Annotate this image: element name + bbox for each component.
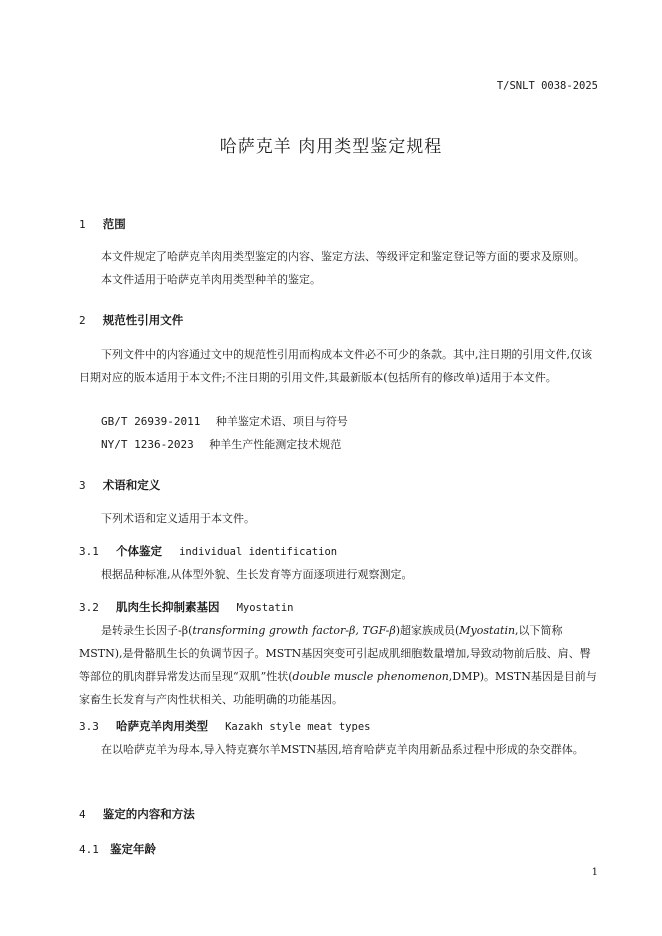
- reference-item: [101, 410, 348, 433]
- term-3-1-definition: 根据品种标准,从体型外貌、生长发育等方面逐项进行观察测定。: [101, 568, 413, 581]
- term-zh: 肌肉生长抑制素基因: [115, 600, 220, 614]
- section-2-heading: [79, 309, 183, 328]
- section-number: 4: [79, 808, 86, 821]
- page-number: 1: [591, 867, 598, 878]
- term-3-1-heading: [79, 540, 337, 559]
- def-text: 是转录生长因子-β(: [101, 624, 193, 637]
- reference-item: [101, 433, 341, 456]
- term-3-2-definition: [79, 619, 599, 711]
- section-1-paragraph-1: 本文件规定了哈萨克羊肉用类型鉴定的内容、鉴定方法、等级评定和鉴定登记等方面的要求及原则。: [101, 250, 585, 263]
- section-2-paragraph-1: 下列文件中的内容通过文中的规范性引用而构成本文件必不可少的条款。其中,注日期的引用文件,仅该日期对应的版本适用于本文件;不注日期的引用文件,其最新版本(包括所有的修改单)适用于本文件。: [79, 348, 592, 384]
- term-3-3-definition: 在以哈萨克羊为母本,导入特克赛尔羊MSTN基因,培育哈萨克羊肉用新品系过程中形成的杂交群体。: [101, 743, 584, 756]
- subsection-4-1-heading: [79, 838, 156, 857]
- term-zh: 个体鉴定: [115, 544, 162, 558]
- document-title: 哈萨克羊 肉用类型鉴定规程: [219, 137, 443, 157]
- section-title: 术语和定义: [102, 478, 161, 492]
- term-en: Myostatin: [236, 602, 294, 614]
- term-en: Kazakh style meat types: [225, 721, 371, 733]
- reference-code: GB/T 26939-2011: [101, 415, 201, 428]
- section-number: 3: [79, 479, 86, 492]
- def-text: )超家族成员(: [395, 624, 460, 637]
- section-number: 2: [79, 314, 86, 327]
- section-3-heading: [79, 474, 160, 493]
- term-number: 3.3: [79, 720, 99, 733]
- standard-code: T/SNLT 0038-2025: [496, 80, 598, 92]
- reference-code: NY/T 1236-2023: [101, 438, 194, 451]
- section-title: 鉴定的内容和方法: [102, 807, 195, 821]
- def-italic: Myostatin: [459, 624, 516, 637]
- section-1-paragraph-2: 本文件适用于哈萨克羊肉用类型种羊的鉴定。: [101, 273, 321, 286]
- section-4-heading: [79, 803, 195, 822]
- term-en: individual identification: [179, 546, 338, 558]
- def-text: ,DMP)。MSTN基因是目前与家畜生长发育与产肉性状相关、功能明确的功能基因。: [79, 670, 597, 706]
- def-italic: transforming growth factor-β, TGF-β: [192, 624, 396, 637]
- subsection-number: 4.1: [79, 843, 99, 856]
- reference-title: 种羊生产性能测定技术规范: [209, 438, 342, 451]
- term-number: 3.2: [79, 601, 99, 614]
- section-3-paragraph-1: 下列术语和定义适用于本文件。: [101, 512, 255, 525]
- term-3-2-heading: [79, 596, 293, 615]
- reference-title: 种羊鉴定术语、项目与符号: [215, 415, 348, 428]
- term-3-3-heading: [79, 715, 370, 734]
- section-number: 1: [79, 218, 86, 231]
- section-1-heading: [79, 213, 126, 232]
- term-zh: 哈萨克羊肉用类型: [115, 719, 208, 733]
- section-title: 规范性引用文件: [102, 313, 184, 327]
- def-italic: double muscle phenomenon: [292, 670, 449, 683]
- def-text: ,以下简称MSTN),是骨骼肌生长的负调节因子。MSTN基因突变可引起成肌细胞数量增加,导致动物前后肢、肩、臀等部位的肌肉群异常发达而呈现“双肌”性状(: [79, 624, 591, 683]
- term-number: 3.1: [79, 545, 99, 558]
- section-title: 范围: [102, 217, 126, 231]
- subsection-title: 鉴定年龄: [109, 842, 156, 856]
